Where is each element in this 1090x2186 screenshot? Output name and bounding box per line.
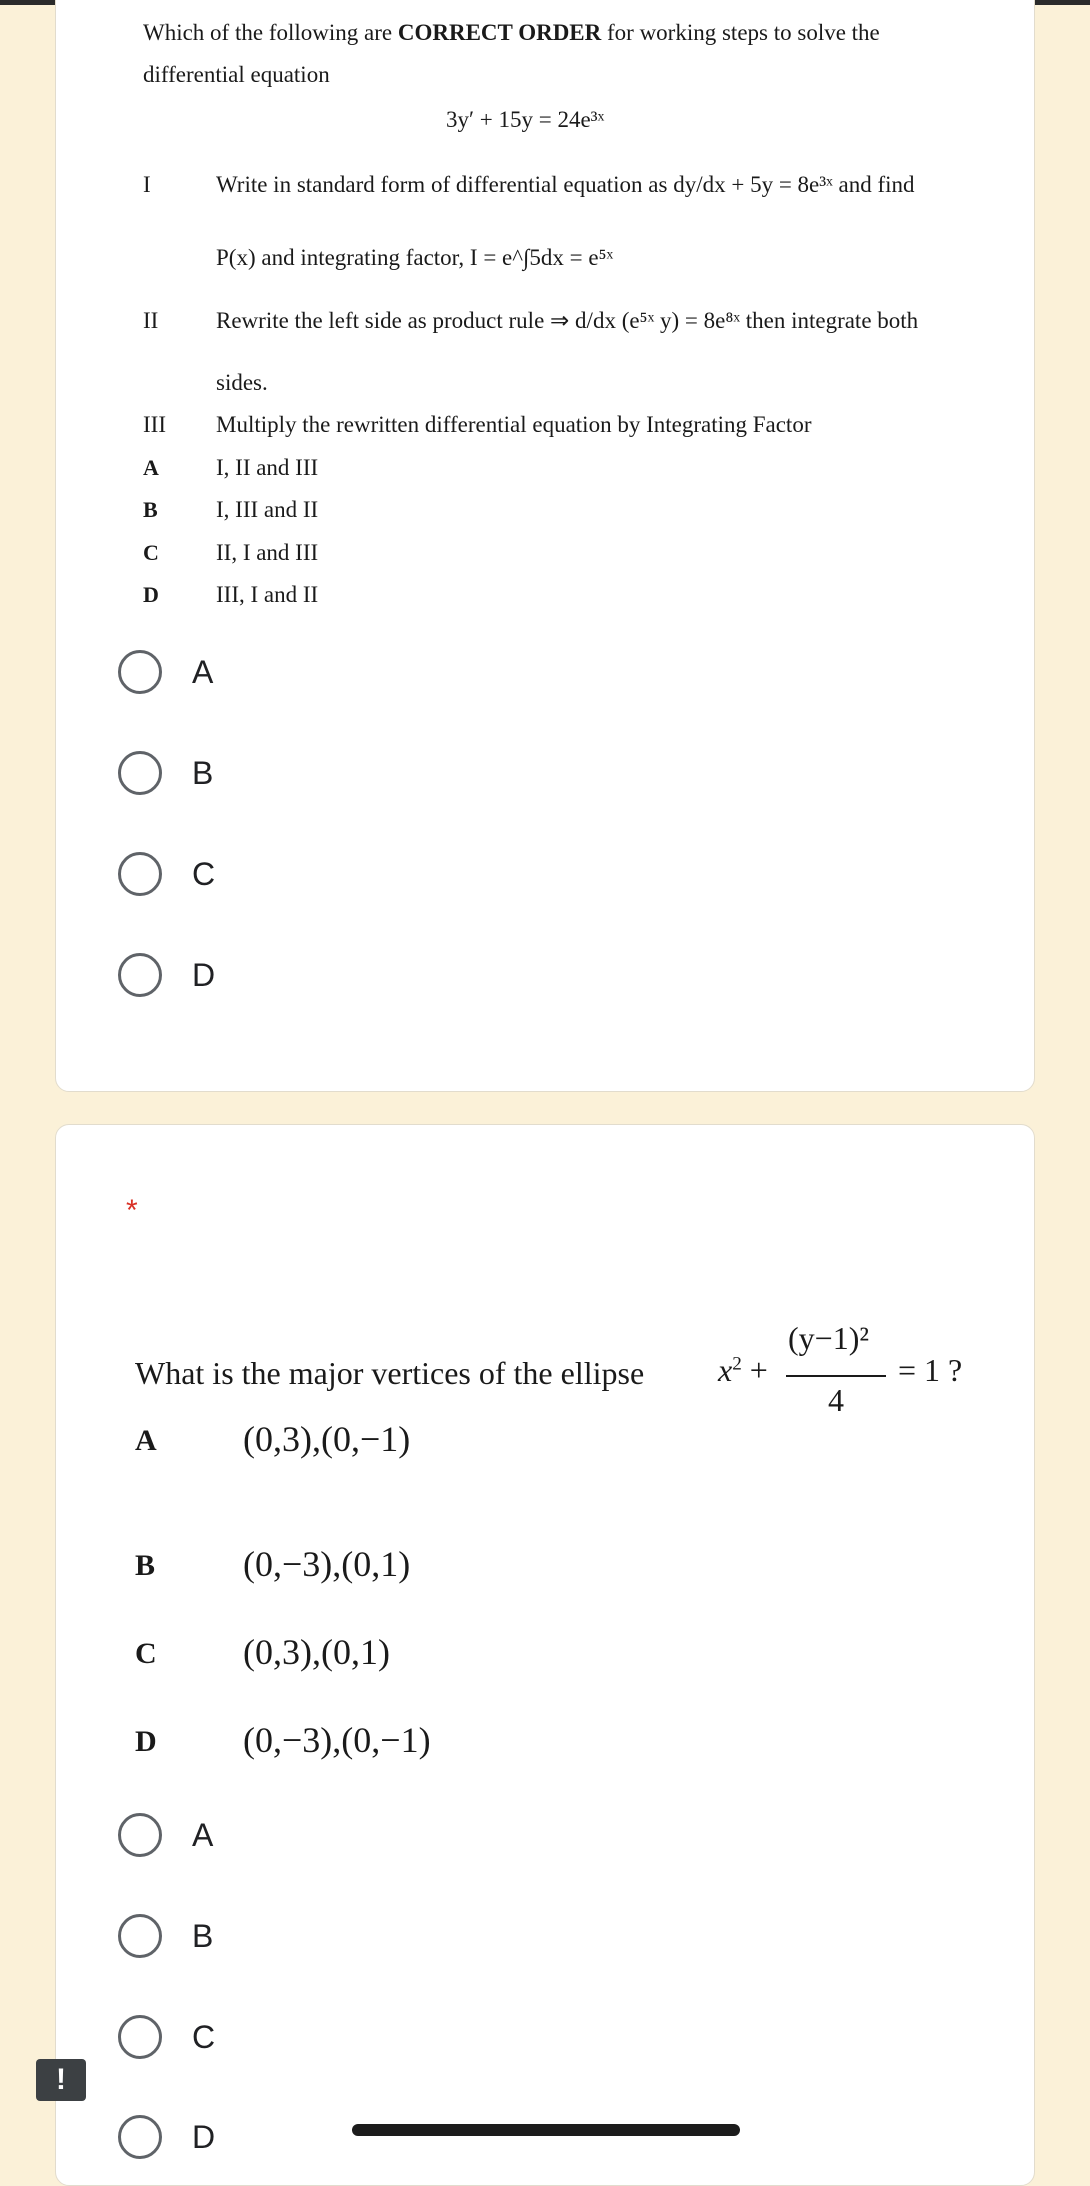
choice-label: A — [192, 653, 214, 690]
radio-button[interactable] — [118, 1914, 162, 1958]
q1-intro-line1 — [143, 17, 880, 49]
step-number: I — [143, 172, 151, 197]
step-number: III — [143, 412, 166, 437]
option-text: (0,−3),(0,−1) — [243, 1720, 431, 1760]
q2-question-text: What is the major vertices of the ellipse — [135, 1355, 645, 1391]
option-text: II, I and III — [216, 540, 319, 565]
q2-choice-b[interactable] — [118, 1914, 213, 1958]
radio-button[interactable] — [118, 953, 162, 997]
choice-label: A — [192, 1816, 214, 1853]
radio-button[interactable] — [118, 2115, 162, 2159]
q2-equation-rhs: = 1 ? — [898, 1352, 963, 1388]
q1-equation-text: 3y′ + 15y = 24e³ˣ — [446, 107, 605, 132]
fraction-bar — [786, 1375, 886, 1377]
option-letter: D — [135, 1725, 157, 1758]
q1-intro-text: Which of the following are — [143, 20, 398, 45]
radio-button[interactable] — [118, 852, 162, 896]
q1-intro-bold: CORRECT ORDER — [397, 20, 602, 45]
required-asterisk: * — [126, 1194, 138, 1227]
option-letter: C — [143, 540, 159, 565]
choice-label: C — [192, 855, 216, 892]
q1-choice-a[interactable] — [118, 650, 213, 694]
option-text: I, II and III — [216, 455, 319, 480]
q1-choice-c[interactable] — [118, 852, 215, 896]
choice-label: B — [192, 1917, 214, 1954]
step-3-line1: Multiply the rewritten differential equation by Integrating Factor — [216, 412, 812, 437]
radio-button[interactable] — [118, 650, 162, 694]
option-letter: B — [135, 1549, 156, 1582]
warning-icon[interactable]: ! — [36, 2059, 86, 2101]
radio-button[interactable] — [118, 1813, 162, 1857]
option-text: III, I and II — [216, 582, 319, 607]
step-1-line1: Write in standard form of differential equation as dy/dx + 5y = 8e³ˣ and find — [216, 172, 915, 197]
step-1-line2: P(x) and integrating factor, I = e^∫5dx = e⁵ˣ — [216, 245, 614, 270]
option-text: (0,3),(0,1) — [243, 1632, 390, 1672]
q1-intro-line2: differential equation — [143, 62, 330, 87]
q2-equation-x2: $x^2$ + — [718, 1352, 768, 1388]
choice-label: B — [192, 754, 214, 791]
choice-label: D — [192, 2118, 216, 2155]
step-2-line1: Rewrite the left side as product rule ⇒ d/dx (e⁵ˣ y) = 8e⁸ˣ then integrate both — [216, 308, 919, 333]
option-text: (0,3),(0,−1) — [243, 1419, 411, 1459]
option-letter: A — [135, 1424, 157, 1457]
radio-button[interactable] — [118, 2015, 162, 2059]
option-letter: B — [143, 497, 158, 522]
option-letter: D — [143, 582, 159, 607]
q1-intro-end: for working steps to solve the — [601, 20, 880, 45]
option-letter: A — [143, 455, 159, 480]
q2-equation-numerator: (y−1)² — [788, 1320, 869, 1356]
choice-label: C — [192, 2018, 216, 2055]
choice-label: D — [192, 956, 216, 993]
step-number: II — [143, 308, 159, 333]
option-text: I, III and II — [216, 497, 319, 522]
q2-choice-d[interactable] — [118, 2115, 215, 2159]
home-indicator-bar[interactable] — [352, 2124, 740, 2136]
q2-choice-c[interactable] — [118, 2015, 215, 2059]
q1-choice-d[interactable] — [118, 953, 215, 997]
q2-equation-denominator: 4 — [828, 1382, 844, 1418]
q2-choice-a[interactable] — [118, 1813, 213, 1857]
option-letter: C — [135, 1637, 157, 1670]
question-card-1 — [55, 0, 1035, 1092]
step-2-line2: sides. — [216, 370, 268, 395]
q1-choice-b[interactable] — [118, 751, 213, 795]
radio-button[interactable] — [118, 751, 162, 795]
option-text: (0,−3),(0,1) — [243, 1544, 411, 1584]
